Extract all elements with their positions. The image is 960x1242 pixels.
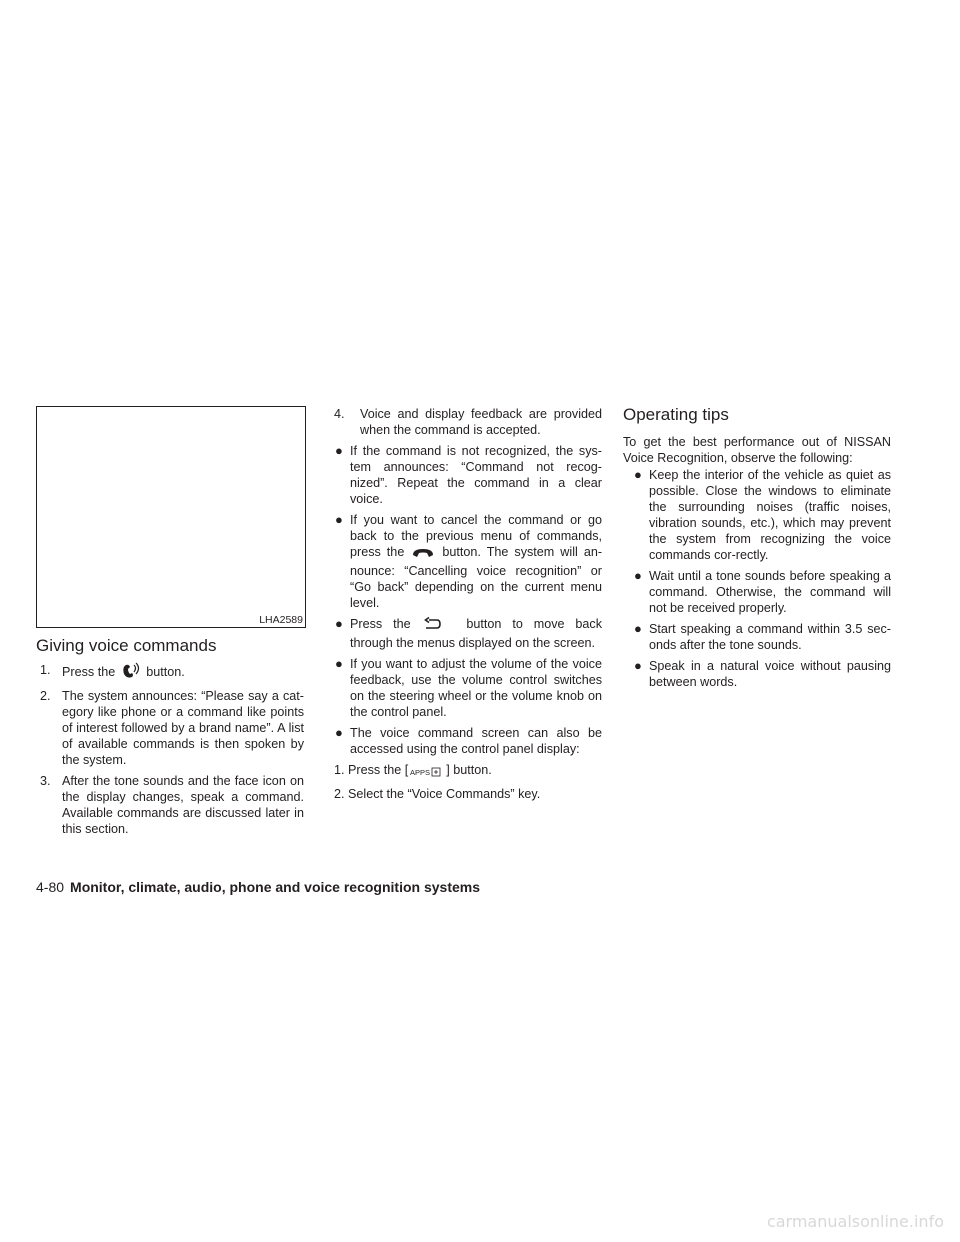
tip-natural-voice xyxy=(633,658,891,690)
tip-text: Keep the interior of the vehicle as quiet as possible. Close the windows to eliminate the surrounding noises (traffic noises, vibration sounds, etc.), which may prevent the system from recognizing the voice commands cor-rectly. xyxy=(649,468,891,562)
step-number: 1. xyxy=(40,663,51,677)
step-text: The system announces: “Please say a cat-egory like phone or a command like points of interest followed by a brand name”. A list of available commands is then spoken by the system. xyxy=(62,689,304,767)
step-3 xyxy=(36,773,304,837)
step-number: 1. xyxy=(334,763,345,777)
bullet-text: If you want to adjust the volume of the voice feedback, use the volume control switches on the steering wheel or the volume knob on the control panel. xyxy=(350,657,602,719)
step-number: 2. xyxy=(334,787,345,801)
step-number: 3. xyxy=(40,774,51,788)
sub-step-1 xyxy=(334,762,602,781)
bullet-back xyxy=(334,616,602,651)
bullet-not-recognized xyxy=(334,443,602,507)
bullet-text: The voice command screen can also be accessed using the control panel display: xyxy=(350,726,602,756)
svg-text:APPS: APPS xyxy=(410,768,431,777)
bullet-text: button to move back through the menus displayed on the screen. xyxy=(350,617,603,650)
bullet-icon: ● xyxy=(335,616,343,631)
section-heading-operating-tips: Operating tips xyxy=(623,405,729,424)
page-number: 4-80 xyxy=(36,879,65,895)
bullet-icon: ● xyxy=(634,658,642,673)
step-4 xyxy=(334,406,602,438)
step-text: Voice and display feedback are provided when the command is accepted. xyxy=(360,407,602,437)
back-arrow-icon xyxy=(424,617,442,635)
column-3 xyxy=(623,405,891,690)
step-text: Press the xyxy=(62,665,116,679)
bullet-icon: ● xyxy=(634,568,642,583)
tip-speak-within xyxy=(633,621,891,653)
section-heading-giving-voice-commands: Giving voice commands xyxy=(36,636,217,655)
bullet-icon: ● xyxy=(335,443,343,458)
chapter-title: Monitor, climate, audio, phone and voice recognition systems xyxy=(70,879,480,895)
apps-icon xyxy=(410,765,444,781)
tip-text: Start speaking a command within 3.5 sec-onds after the tone sounds. xyxy=(649,622,891,652)
bullet-icon: ● xyxy=(634,621,642,636)
bullet-cancel-command xyxy=(334,512,602,611)
bullet-icon: ● xyxy=(634,467,642,482)
step-text: Press the [ xyxy=(348,763,409,777)
bullet-icon: ● xyxy=(335,512,343,527)
voice-talk-icon xyxy=(121,662,141,683)
step-text: button. xyxy=(146,665,185,679)
column-1 xyxy=(36,636,304,837)
watermark: carmanualsonline.info xyxy=(766,1212,944,1231)
tip-text: Wait until a tone sounds before speaking a command. Otherwise, the command will not be received properly. xyxy=(649,569,891,615)
bullet-text: If the command is not recognized, the sys-tem announces: “Command not recog-nized”. Repeat the command in a clear voice. xyxy=(350,444,602,506)
step-text: After the tone sounds and the face icon on the display changes, speak a command. Available commands are discussed later in this section. xyxy=(62,774,304,836)
figure-frame xyxy=(36,406,306,628)
bullet-text: button. The system will an-nounce: “Cancelling voice recognition” or “Go back” depending on the current menu level. xyxy=(350,545,603,610)
step-text: ] button. xyxy=(446,763,492,777)
intro-paragraph: To get the best performance out of NISSAN Voice Recognition, observe the following: xyxy=(623,435,891,465)
bullet-icon: ● xyxy=(335,656,343,671)
tip-wait-tone xyxy=(633,568,891,616)
step-text: Select the “Voice Commands” key. xyxy=(348,787,541,801)
bullet-control-panel xyxy=(334,725,602,757)
bullet-icon: ● xyxy=(335,725,343,740)
tip-text: Speak in a natural voice without pausing between words. xyxy=(649,659,891,689)
step-number: 2. xyxy=(40,689,51,703)
bullet-volume xyxy=(334,656,602,720)
bullet-text: Press the xyxy=(350,617,411,631)
step-number: 4. xyxy=(334,407,345,421)
tip-quiet xyxy=(633,467,891,563)
step-2 xyxy=(36,688,304,768)
column-2 xyxy=(334,406,602,802)
phone-hangup-icon xyxy=(412,547,434,563)
sub-step-2 xyxy=(334,786,602,802)
figure-label: LHA2589 xyxy=(259,614,303,626)
page-footer xyxy=(36,879,480,895)
step-1 xyxy=(36,662,304,683)
bullet-text: If you want to cancel the command or go back to the previous menu of commands, press the xyxy=(350,513,602,559)
